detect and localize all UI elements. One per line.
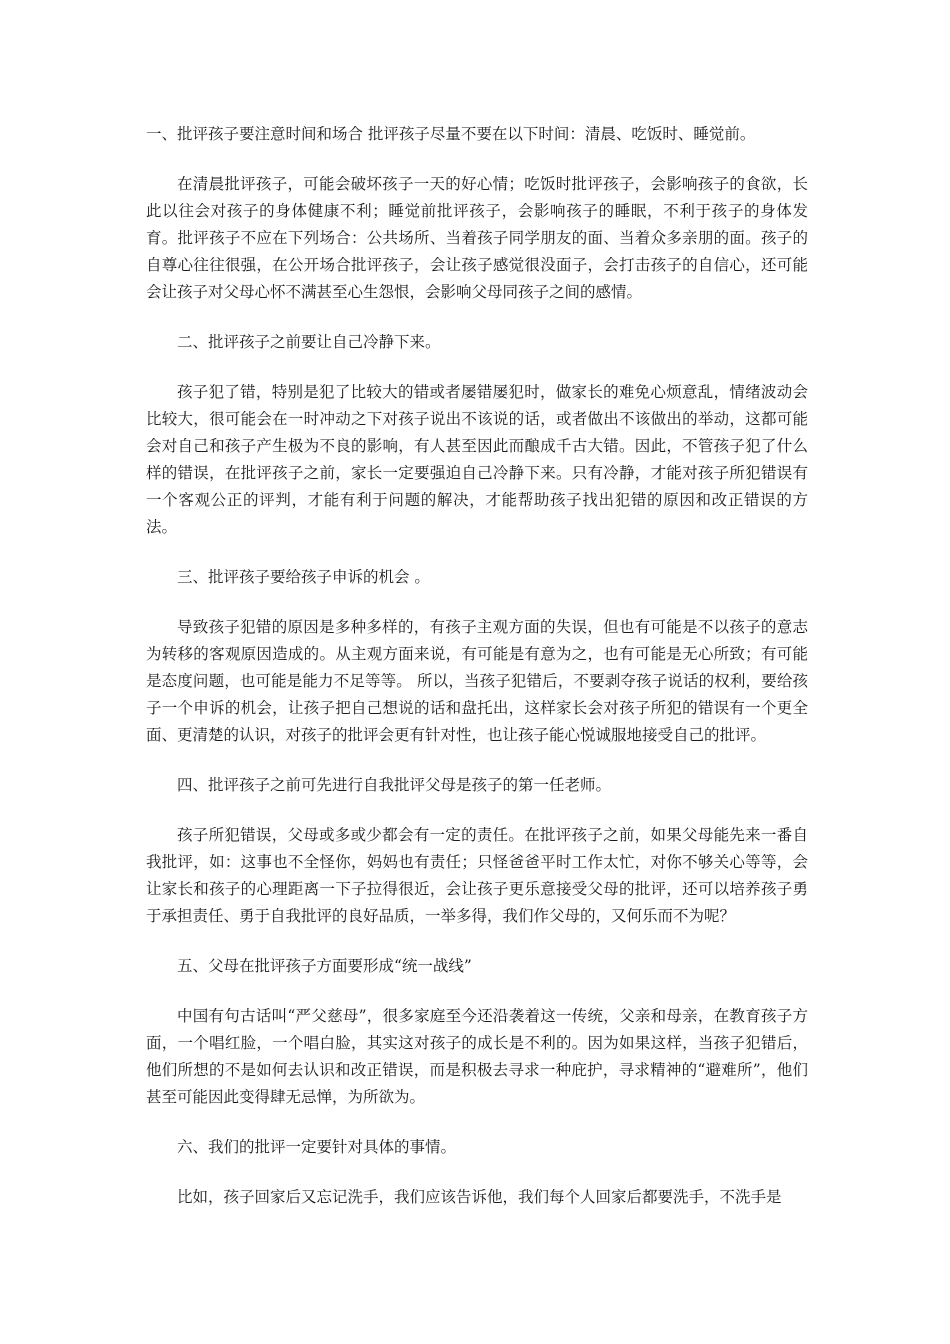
- paragraph-3: 导致孩子犯错的原因是多种多样的，有孩子主观方面的失误，但也有可能是不以孩子的意志为转移的客观原因造成的。从主观方面来说，有可能是有意为之，也有可能是无心所致；有可能是态度问题，也可能是能力不足等等。 所以，当孩子犯错后，不要剥夺孩子说话的权利，要给孩子一个申诉的机会，让孩子把自己想说的话和盘托出，这样家长会对孩子所犯的错误有一个更全面、更清楚的认识，对孩子的批评会更有针对性，也让孩子能心悦诚服地接受自己的批评。: [146, 618, 808, 744]
- paragraph-4: 孩子所犯错误，父母或多或少都会有一定的责任。在批评孩子之前，如果父母能先来一番自我批评，如：这事也不全怪你，妈妈也有责任；只怪爸爸平时工作太忙，对你不够关心等等，会让家长和孩子的心理距离一下子拉得很近，会让孩子更乐意接受父母的批评，还可以培养孩子勇于承担责任、勇于自我批评的良好品质，一举多得，我们作父母的，又何乐而不为呢？: [146, 826, 808, 925]
- section-heading-1: 一、批评孩子要注意时间和场合 批评孩子尽量不要在以下时间：清晨、吃饭时、睡觉前。: [146, 125, 756, 143]
- section-heading-6: 六、我们的批评一定要针对具体的事情。: [177, 1138, 457, 1156]
- paragraph-2: 孩子犯了错，特别是犯了比较大的错或者屡错屡犯时，做家长的难免心烦意乱，情绪波动会比较大，很可能会在一时冲动之下对孩子说出不该说的话，或者做出不该做出的举动，这都可能会对自己和孩子产生极为不良的影响，有人甚至因此而酿成千古大错。因此，不管孩子犯了什么样的错误，在批评孩子之前，家长一定要强迫自己冷静下来。只有冷静，才能对孩子所犯错误有一个客观公正的评判，才能有利于问题的解决，才能帮助孩子找出犯错的原因和改正错误的方法。: [146, 383, 808, 536]
- paragraph-1: 在清晨批评孩子，可能会破坏孩子一天的好心情；吃饭时批评孩子，会影响孩子的食欲，长此以往会对孩子的身体健康不利；睡觉前批评孩子，会影响孩子的睡眠，不利于孩子的身体发育。批评孩子不应在下列场合：公共场所、当着孩子同学朋友的面、当着众多亲朋的面。孩子的自尊心往往很强，在公开场合批评孩子，会让孩子感觉很没面子，会打击孩子的自信心，还可能会让孩子对父母心怀不满甚至心生怨恨，会影响父母同孩子之间的感情。: [146, 175, 808, 301]
- section-heading-4: 四、批评孩子之前可先进行自我批评父母是孩子的第一任老师。: [177, 776, 612, 794]
- section-heading-2: 二、批评孩子之前要让自己冷静下来。: [177, 333, 441, 351]
- section-heading-3: 三、批评孩子要给孩子申诉的机会 。: [177, 568, 430, 586]
- paragraph-6: 比如，孩子回家后又忘记洗手，我们应该告诉他，我们每个人回家后都要洗手，不洗手是: [177, 1188, 782, 1206]
- paragraph-5: 中国有句古话叫“严父慈母”，很多家庭至今还沿袭着这一传统，父亲和母亲，在教育孩子方面，一个唱红脸，一个唱白脸，其实这对孩子的成长是不利的。因为如果这样，当孩子犯错后，他们所想的不是如何去认识和改正错误，而是积极去寻求一种庇护，寻求精神的“避难所”，他们甚至可能因此变得肆无忌惮，为所欲为。: [146, 1007, 808, 1106]
- document-body: [146, 121, 808, 1234]
- section-heading-5: 五、父母在批评孩子方面要形成“统一战线”: [177, 957, 472, 975]
